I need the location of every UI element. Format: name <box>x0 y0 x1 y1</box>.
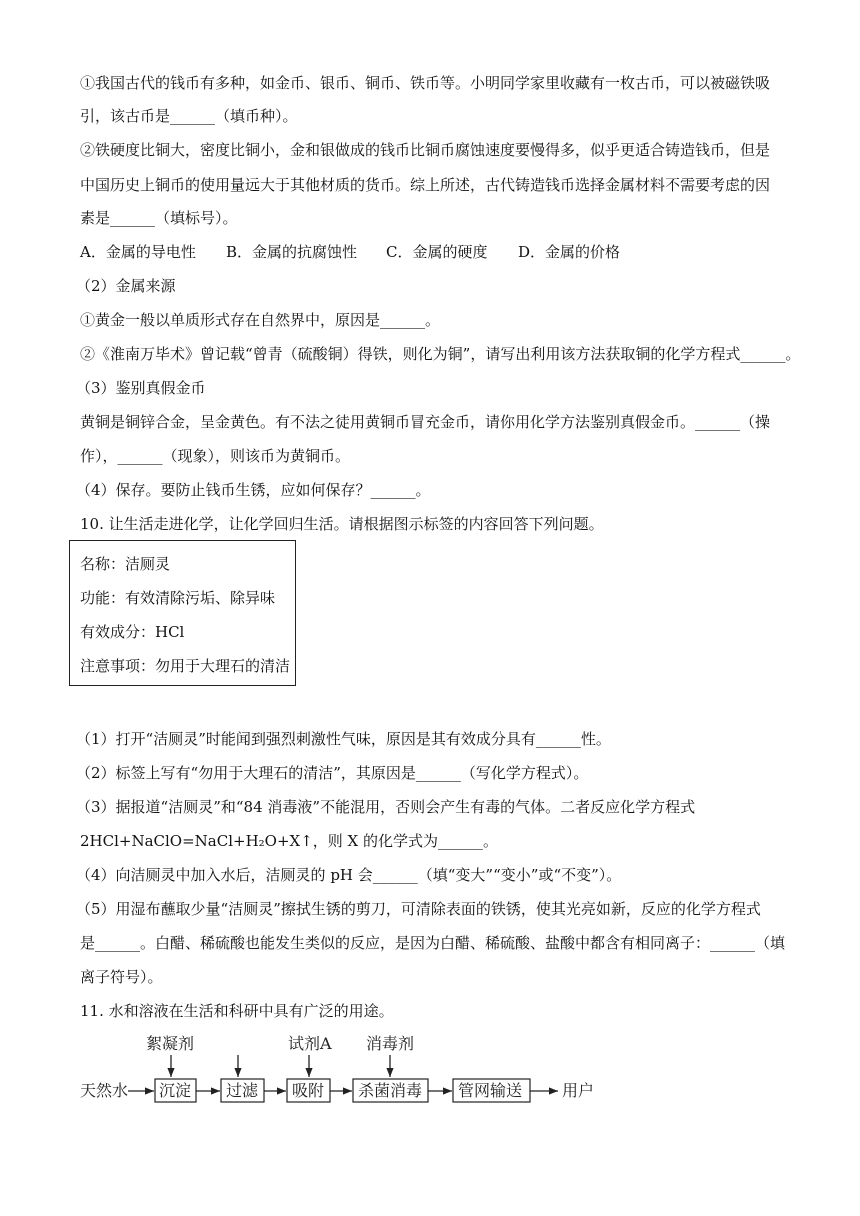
q10-title: 10. 让生活走进化学，让化学回归生活。请根据图示标签的内容回答下列问题。 <box>80 515 604 533</box>
q10-5-text-b: 是______。白醋、稀硫酸也能发生类似的反应，是因为白醋、稀硫酸、盐酸中都含有相同离子：______（填 <box>80 934 786 952</box>
label-name: 名称：洁厕灵 <box>80 555 171 573</box>
q9-2-text-a: ②铁硬度比铜大，密度比铜小，金和银做成的钱币比铜币腐蚀速度要慢得多，似乎更适合铸造钱币，但是 <box>80 141 771 159</box>
q9-3-text-a: 黄铜是铜锌合金，呈金黄色。有不法之徒用黄铜币冒充金币，请你用化学方法鉴别真假金币。______（操 <box>80 413 771 431</box>
water-treatment-flowchart <box>0 1025 860 1115</box>
q9-2-heading: （2）金属来源 <box>76 277 176 295</box>
label-function: 功能：有效清除污垢、除异味 <box>80 589 276 607</box>
flow-step-filtration: 过滤 <box>226 1081 259 1100</box>
q9-1-text-a: ①我国古代的钱币有多种，如金币、银币、铜币、铁币等。小明同学家里收藏有一枚古币，可以被磁铁吸 <box>80 74 771 92</box>
option-c: C．金属的硬度 <box>386 243 488 261</box>
q10-3-text-b: 2HCl+NaClO=NaCl+H₂O+X↑，则 X 的化学式为______。 <box>80 832 499 850</box>
q11-title: 11. 水和溶液在生活和科研中具有广泛的用途。 <box>80 1002 394 1020</box>
option-b: B．金属的抗腐蚀性 <box>226 243 358 261</box>
q9-3-heading: （3）鉴别真假金币 <box>76 379 206 397</box>
q9-2-text-c: 素是______（填标号）。 <box>80 209 238 227</box>
q10-3-text-a: （3）据报道“洁厕灵”和“84 消毒液”不能混用，否则会产生有毒的气体。二者反应化学方程式 <box>76 798 696 816</box>
q9-1-text-b: 引，该古币是______（填币种）。 <box>80 107 298 125</box>
q9-2-1-text: ①黄金一般以单质形式存在自然界中，原因是______。 <box>80 311 441 329</box>
q9-2-text-b: 中国历史上铜币的使用量远大于其他材质的货币。综上所述，古代铸造钱币选择金属材料不需要考虑的因 <box>80 176 771 194</box>
flow-input-disinfectant: 消毒剂 <box>366 1034 415 1053</box>
flow-step-sedimentation: 沉淀 <box>159 1081 192 1100</box>
q9-4-text: （4）保存。要防止钱币生锈，应如何保存？______。 <box>76 481 431 499</box>
flow-input-flocculant: 絮凝剂 <box>146 1034 195 1053</box>
product-label-box <box>69 540 296 686</box>
q10-5-text-c: 离子符号）。 <box>80 968 163 986</box>
q10-2-text: （2）标签上写有“勿用于大理石的清洁”，其原因是______（写化学方程式）。 <box>76 764 589 782</box>
flow-input-reagent-a: 试剂A <box>288 1034 332 1053</box>
flow-step-distribution: 管网输送 <box>458 1081 523 1100</box>
flow-step-disinfection: 杀菌消毒 <box>358 1081 423 1100</box>
option-a: A．金属的导电性 <box>80 243 196 261</box>
q10-4-text: （4）向洁厕灵中加入水后，洁厕灵的 pH 会______（填“变大”“变小”或“不变”）。 <box>76 866 622 884</box>
q9-2-2-text: ②《淮南万毕术》曾记载“曾青（硫酸铜）得铁，则化为铜”，请写出利用该方法获取铜的化学方程式______。 <box>80 345 801 363</box>
flow-end-label: 用户 <box>562 1081 595 1100</box>
q10-5-text-a: （5）用湿布蘸取少量“洁厕灵”擦拭生锈的剪刀，可清除表面的铁锈，使其光亮如新，反应的化学方程式 <box>76 900 761 918</box>
q9-3-text-b: 作），______（现象），则该币为黄铜币。 <box>80 447 351 465</box>
flow-step-adsorption: 吸附 <box>292 1081 325 1100</box>
q10-1-text: （1）打开“洁厕灵”时能闻到强烈刺激性气味，原因是其有效成分具有______性。 <box>76 730 611 748</box>
flow-source-label: 天然水 <box>80 1081 129 1100</box>
option-d: D．金属的价格 <box>518 243 621 261</box>
label-notice: 注意事项：勿用于大理石的清洁 <box>80 657 291 675</box>
label-ingredient: 有效成分：HCl <box>80 623 185 641</box>
